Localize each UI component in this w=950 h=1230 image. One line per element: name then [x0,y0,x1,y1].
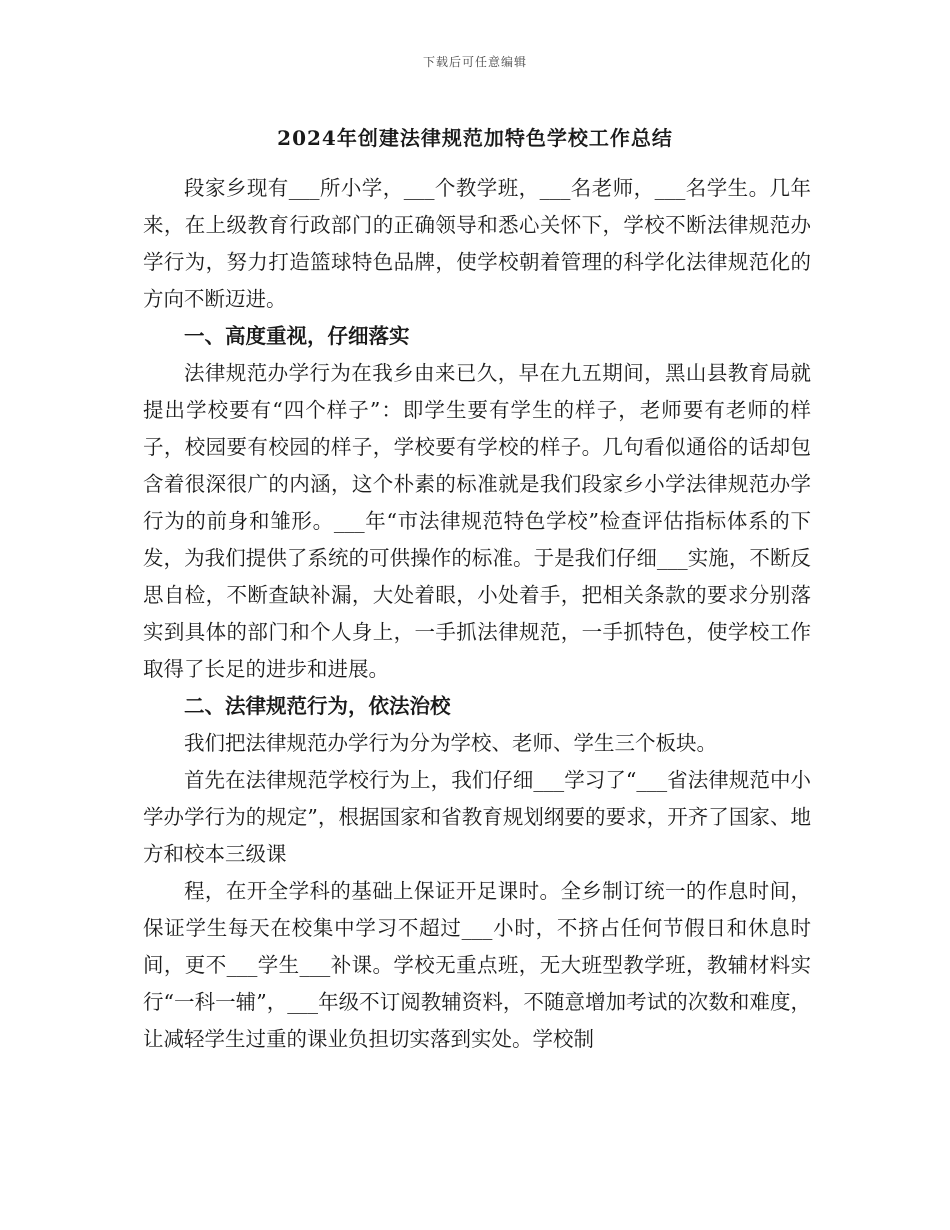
section-2-paragraph-1: 我们把法律规范办学行为分为学校、老师、学生三个板块。 [184,731,717,755]
header-note: 下载后可任意编辑 [422,55,527,69]
section-2-paragraph-2: 首先在法律规范学校行为上，我们仔细___学习了“___省法律规范中小学办学行为的规定”，根据国家和省教育规划纲要的要求，开齐了国家、地方和校本三级课 [143,768,811,866]
document-title: 2024年创建法律规范加特色学校工作总结 [277,126,673,150]
section-1-heading: 一、高度重视，仔细落实 [184,324,410,348]
section-2-heading: 二、法律规范行为，依法治校 [184,694,451,718]
intro-paragraph: 段家乡现有___所小学，___个教学班，___名老师，___名学生。几年来，在上级教育行政部门的正确领导和悉心关怀下，学校不断法律规范办学行为，努力打造篮球特色品牌，使学校朝着管理的科学化法律规范化的方向不断迈进。 [143,176,811,311]
document-body [143,170,811,1058]
section-1-paragraph: 法律规范办学行为在我乡由来已久，早在九五期间，黑山县教育局就提出学校要有“四个样子”：即学生要有学生的样子，老师要有老师的样子，校园要有校园的样子，学校要有学校的样子。几句看似通俗的话却包含着很深很广的内涵，这个朴素的标准就是我们段家乡小学法律规范办学行为的前身和雏形。___年“市法律规范特色学校”检查评估指标体系的下发，为我们提供了系统的可供操作的标准。于是我们仔细___实施，不断反思自检，不断查缺补漏，大处着眼，小处着手，把相关条款的要求分别落实到具体的部门和个人身上，一手抓法律规范，一手抓特色，使学校工作取得了长足的进步和进展。 [143,361,811,681]
section-2-paragraph-3: 程，在开全学科的基础上保证开足课时。全乡制订统一的作息时间，保证学生每天在校集中学习不超过___小时，不挤占任何节假日和休息时间，更不___学生___补课。学校无重点班，无大班型教学班，教辅材料实行“一科一辅”，___年级不订阅教辅资料，不随意增加考试的次数和难度，让减轻学生过重的课业负担切实落到实处。学校制 [143,879,811,1051]
